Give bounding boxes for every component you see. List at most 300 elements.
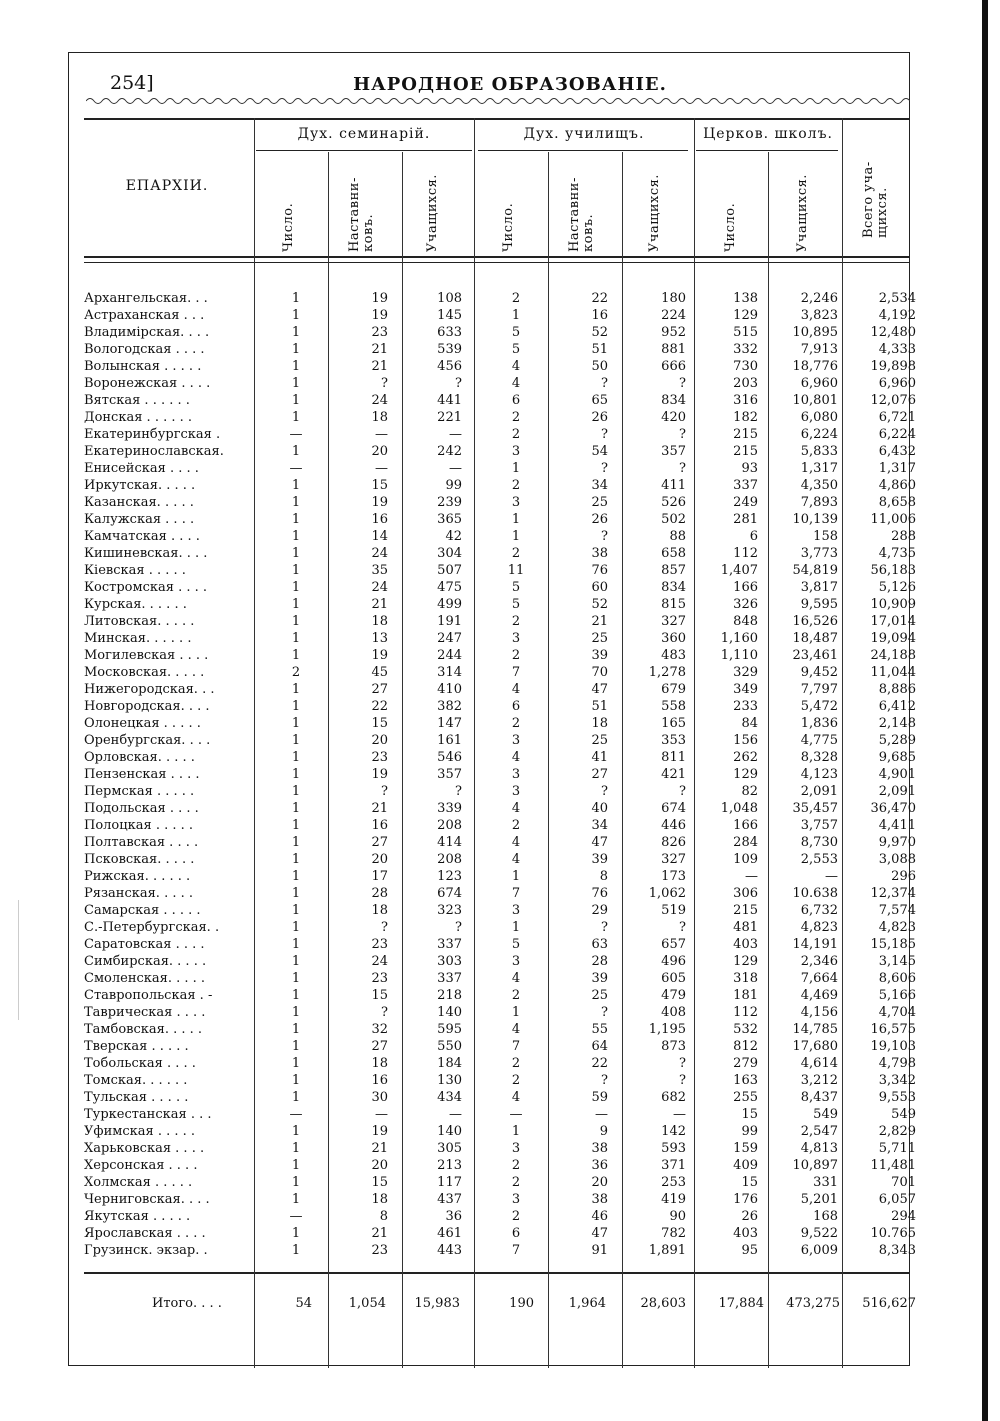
eparkhia-name: Уфимская . . . . . [84,1124,196,1139]
cell-sch-count: 1 [511,920,521,935]
cell-sem-students: 314 [437,665,462,680]
table-row [0,1208,1000,1225]
col-head-ch-count: Число. [723,202,738,252]
cell-sem-teachers: 16 [371,512,388,527]
cell-sem-count: 1 [291,614,301,629]
cell-sem-count: 1 [291,733,301,748]
cell-sem-teachers: 18 [371,1056,388,1071]
cell-ch-students: 35,457 [792,801,838,816]
cell-ch-students: 10,139 [792,512,838,527]
cell-sch-students: ? [679,461,686,476]
cell-total-students: 19,094 [870,631,916,646]
cell-total-students: 8,606 [878,971,916,986]
cell-sem-teachers: 27 [371,682,388,697]
cell-total-students: 11,481 [870,1158,916,1173]
cell-sch-students: 411 [661,478,686,493]
cell-sem-teachers: 15 [371,716,388,731]
cell-total-students: 12,374 [870,886,916,901]
col-head-sem-students: Учащихся. [425,174,440,252]
cell-sem-count: — [289,1107,303,1122]
cell-ch-count: 409 [733,1158,758,1173]
cell-ch-students: 7,913 [800,342,838,357]
cell-sch-students: ? [679,920,686,935]
cell-sch-count: 4 [511,376,521,391]
cell-total-students: 10.765 [870,1226,916,1241]
cell-sch-students: 782 [661,1226,686,1241]
cell-sch-students: 90 [669,1209,686,1224]
cell-ch-students: 2,547 [800,1124,838,1139]
cell-sem-students: 674 [437,886,462,901]
eparkhia-name: Саратовская . . . . [84,937,205,952]
cell-sem-count: 1 [291,835,301,850]
cell-ch-students: 54,819 [792,563,838,578]
table-row [0,358,1000,375]
cell-ch-count: 337 [733,478,758,493]
eparkhia-name: Вятская . . . . . . [84,393,190,408]
eparkhia-name: С.-Петербургская. . [84,920,220,935]
cell-sem-count: 1 [291,580,301,595]
cell-total-students: 5,166 [878,988,916,1003]
eparkhia-name: Туркестанская . . . [84,1107,212,1122]
cell-sem-count: 1 [291,308,301,323]
cell-sem-count: 1 [291,393,301,408]
table-row [0,494,1000,511]
cell-ch-count: 215 [733,903,758,918]
cell-sem-count: 1 [291,631,301,646]
cell-sem-students: 337 [437,971,462,986]
cell-ch-count: 1,407 [720,563,758,578]
cell-sch-count: 4 [511,1090,521,1105]
cell-ch-count: 112 [733,546,758,561]
cell-ch-students: 5,472 [800,699,838,714]
cell-ch-students: 1,317 [800,461,838,476]
cell-sch-teachers: 8 [599,869,608,884]
cell-ch-students: 16,526 [792,614,838,629]
cell-sem-count: 1 [291,495,301,510]
cell-sem-students: 221 [437,410,462,425]
cell-sch-students: 502 [661,512,686,527]
cell-total-students: 6,721 [878,410,916,425]
cell-sem-count: 1 [291,937,301,952]
cell-sch-students: 657 [661,937,686,952]
cell-sem-teachers: 30 [371,1090,388,1105]
cell-sch-count: 3 [511,1192,521,1207]
table-row [0,1072,1000,1089]
cell-sch-teachers: 39 [591,852,608,867]
cell-sem-students: 140 [437,1124,462,1139]
cell-sch-teachers: 25 [591,495,608,510]
cell-ch-students: 158 [813,529,838,544]
cell-sch-count: 5 [511,937,521,952]
group-schools: Дух. училищъ. [523,126,645,142]
eparkhia-name: Тверская . . . . . [84,1039,189,1054]
cell-sem-teachers: 16 [371,818,388,833]
cell-ch-students: 4,813 [800,1141,838,1156]
cell-sem-count: 1 [291,903,301,918]
cell-sem-teachers: 24 [371,546,388,561]
cell-sch-students: 253 [661,1175,686,1190]
cell-sch-students: 658 [661,546,686,561]
group-underline-sem [256,150,472,151]
table-row [0,596,1000,613]
cell-total-students: 2,534 [878,291,916,306]
cell-sch-teachers: 26 [591,512,608,527]
cell-sem-count: 1 [291,767,301,782]
cell-sch-teachers: 54 [591,444,608,459]
cell-sem-teachers: 35 [371,563,388,578]
cell-sem-count: 1 [291,376,301,391]
cell-total-students: 6,960 [878,376,916,391]
cell-sem-count: — [289,1209,303,1224]
eparkhia-name: Новгородская. . . . [84,699,210,714]
eparkhia-name: Екатеринославская. [84,444,224,459]
cell-sem-count: — [289,461,303,476]
cell-sem-teachers: 21 [371,359,388,374]
cell-total-students: 19,898 [870,359,916,374]
cell-ch-students: 2,346 [800,954,838,969]
cell-total-students: 4,704 [878,1005,916,1020]
cell-sch-students: 419 [661,1192,686,1207]
cell-ch-count: 156 [733,733,758,748]
cell-ch-count: 262 [733,750,758,765]
cell-total-students: 4,901 [878,767,916,782]
cell-sch-teachers: ? [601,784,608,799]
cell-ch-students: 4,350 [800,478,838,493]
cell-sch-count: 3 [511,733,521,748]
eparkhia-name: Смоленская. . . . . [84,971,206,986]
eparkhia-name: Якутская . . . . . [84,1209,191,1224]
cell-ch-count: 233 [733,699,758,714]
cell-sem-students: 145 [437,308,462,323]
cell-sem-teachers: 14 [371,529,388,544]
eparkhia-name: Томская. . . . . . [84,1073,188,1088]
cell-ch-count: 99 [741,1124,758,1139]
cell-ch-count: 326 [733,597,758,612]
cell-sem-teachers: 23 [371,325,388,340]
cell-ch-count: 515 [733,325,758,340]
cell-total-students: 4,411 [878,818,916,833]
cell-sem-students: — [449,461,462,476]
cell-sem-teachers: 8 [379,1209,388,1224]
cell-sch-students: 421 [661,767,686,782]
eparkhia-name: Енисейская . . . . [84,461,199,476]
cell-sch-teachers: 70 [591,665,608,680]
cell-sem-students: 161 [437,733,462,748]
cell-ch-count: 730 [733,359,758,374]
cell-sem-count: 1 [291,359,301,374]
cell-ch-students: 1,836 [800,716,838,731]
cell-sch-students: 180 [661,291,686,306]
cell-sem-students: 323 [437,903,462,918]
cell-total-students: 3,088 [878,852,916,867]
cell-sch-count: 2 [511,1175,521,1190]
cell-sch-count: 3 [511,444,521,459]
total-ch-students: 473,275 [786,1296,840,1311]
cell-sem-students: 184 [437,1056,462,1071]
table-row [0,1021,1000,1038]
cell-total-students: 2,829 [878,1124,916,1139]
cell-sem-teachers: 23 [371,937,388,952]
cell-ch-students: 18,487 [792,631,838,646]
cell-sch-count: 2 [511,818,521,833]
cell-total-students: 4,192 [878,308,916,323]
cell-total-students: 6,057 [878,1192,916,1207]
table-row [0,783,1000,800]
table-row [0,664,1000,681]
total-all-students: 516,627 [862,1296,916,1311]
cell-sem-teachers: 16 [371,1073,388,1088]
cell-sem-teachers: 21 [371,1226,388,1241]
cell-sch-students: 1,062 [648,886,686,901]
cell-ch-count: 138 [733,291,758,306]
cell-sem-count: 1 [291,563,301,578]
cell-sch-students: ? [679,784,686,799]
cell-ch-count: 848 [733,614,758,629]
table-row [0,1004,1000,1021]
cell-sch-teachers: 27 [591,767,608,782]
cell-sem-teachers: 18 [371,1192,388,1207]
total-sch-count: 190 [509,1296,534,1311]
cell-sem-teachers: ? [381,784,388,799]
cell-sem-count: 1 [291,699,301,714]
cell-sem-count: 1 [291,954,301,969]
cell-sch-count: — [509,1107,523,1122]
cell-ch-count: 159 [733,1141,758,1156]
group-seminaries: Дух. семинарій. [297,126,431,142]
cell-sch-count: 1 [511,1005,521,1020]
cell-sch-students: 815 [661,597,686,612]
table-row [0,307,1000,324]
cell-sch-students: 173 [661,869,686,884]
cell-sch-students: 446 [661,818,686,833]
cell-ch-count: 215 [733,427,758,442]
page-number: 254] [110,72,154,94]
cell-ch-count: 316 [733,393,758,408]
group-underline-ch [696,150,838,151]
cell-ch-students: 14,191 [792,937,838,952]
cell-sch-teachers: 25 [591,631,608,646]
cell-ch-students: 5,201 [800,1192,838,1207]
cell-sch-teachers: 38 [591,1192,608,1207]
cell-ch-count: 1,110 [720,648,758,663]
table-row [0,681,1000,698]
cell-sch-teachers: 60 [591,580,608,595]
cell-sch-students: 593 [661,1141,686,1156]
cell-sem-students: 117 [437,1175,462,1190]
eparkhia-name: Тамбовская. . . . . [84,1022,203,1037]
cell-sem-teachers: 19 [371,291,388,306]
cell-sem-count: 1 [291,1175,301,1190]
cell-sem-students: 410 [437,682,462,697]
table-row [0,919,1000,936]
cell-sem-students: 130 [437,1073,462,1088]
cell-ch-count: 481 [733,920,758,935]
cell-sch-teachers: 40 [591,801,608,816]
cell-sch-teachers: 20 [591,1175,608,1190]
cell-total-students: 12,480 [870,325,916,340]
cell-sem-students: 456 [437,359,462,374]
eparkhia-name: Ярославская . . . . [84,1226,206,1241]
cell-sem-teachers: ? [381,920,388,935]
cell-sem-students: 546 [437,750,462,765]
cell-ch-students: 4,614 [800,1056,838,1071]
cell-ch-students: 6,080 [800,410,838,425]
eparkhia-name: Черниговская. . . . [84,1192,210,1207]
cell-sem-count: 1 [291,1073,301,1088]
cell-sch-teachers: 46 [591,1209,608,1224]
cell-sem-count: 2 [291,665,301,680]
cell-sem-count: 1 [291,444,301,459]
cell-ch-students: 549 [813,1107,838,1122]
cell-sem-students: 304 [437,546,462,561]
cell-ch-students: 4,775 [800,733,838,748]
eparkhia-name: Литовская. . . . . [84,614,195,629]
table-row [0,766,1000,783]
cell-sem-count: 1 [291,750,301,765]
cell-sem-students: 123 [437,869,462,884]
table-row [0,647,1000,664]
cell-sem-students: 218 [437,988,462,1003]
cell-sem-count: 1 [291,988,301,1003]
cell-sch-teachers: ? [601,461,608,476]
cell-sch-teachers: 51 [591,342,608,357]
cell-ch-students: 9,522 [800,1226,838,1241]
cell-sch-count: 3 [511,903,521,918]
cell-sem-students: 303 [437,954,462,969]
cell-ch-count: 279 [733,1056,758,1071]
cell-sem-students: 191 [437,614,462,629]
cell-sem-count: 1 [291,1124,301,1139]
cell-sem-count: 1 [291,1158,301,1173]
cell-sem-students: — [449,1107,462,1122]
cell-sem-teachers: 19 [371,308,388,323]
cell-sem-students: 239 [437,495,462,510]
table-row [0,885,1000,902]
cell-total-students: 16,575 [870,1022,916,1037]
cell-ch-count: 215 [733,444,758,459]
cell-ch-students: 2,553 [800,852,838,867]
cell-sem-count: 1 [291,886,301,901]
cell-sch-students: ? [679,427,686,442]
cell-ch-students: 18,776 [792,359,838,374]
cell-sem-students: 475 [437,580,462,595]
cell-ch-students: 3,212 [800,1073,838,1088]
cell-sem-students: 147 [437,716,462,731]
cell-sem-teachers: 15 [371,1175,388,1190]
cell-sch-students: 408 [661,1005,686,1020]
cell-sem-students: 357 [437,767,462,782]
table-row [0,477,1000,494]
cell-ch-count: 129 [733,308,758,323]
totals-label: Итого. . . . [152,1296,222,1311]
cell-sem-students: 36 [445,1209,462,1224]
cell-sem-count: 1 [291,512,301,527]
cell-sch-teachers: 39 [591,971,608,986]
cell-ch-count: 129 [733,767,758,782]
cell-sch-count: 7 [511,665,521,680]
cell-ch-count: 176 [733,1192,758,1207]
cell-sch-count: 1 [511,512,521,527]
col-head-sem-teachers: Наставни- ковъ. [347,177,376,252]
cell-sem-teachers: ? [381,1005,388,1020]
table-body [0,290,1000,1259]
cell-sch-count: 2 [511,1209,521,1224]
eparkhia-name: Орловская. . . . . [84,750,195,765]
cell-ch-count: 82 [741,784,758,799]
group-church-schools: Церков. школъ. [703,126,833,142]
table-row [0,1242,1000,1259]
cell-sem-students: 208 [437,852,462,867]
cell-sem-count: 1 [291,529,301,544]
cell-sem-teachers: 27 [371,1039,388,1054]
cell-sem-teachers: 23 [371,750,388,765]
table-row [0,409,1000,426]
cell-sem-students: 244 [437,648,462,663]
cell-sch-students: 88 [669,529,686,544]
cell-sch-students: 826 [661,835,686,850]
eparkhia-name: Холмская . . . . . [84,1175,193,1190]
eparkhia-name: Волынская . . . . . [84,359,202,374]
cell-sch-students: 605 [661,971,686,986]
cell-sch-students: 834 [661,580,686,595]
cell-ch-students: 3,817 [800,580,838,595]
cell-sch-students: 674 [661,801,686,816]
table-row [0,426,1000,443]
cell-ch-students: 3,823 [800,308,838,323]
cell-sem-count: — [289,427,303,442]
cell-sem-students: 108 [437,291,462,306]
cell-sch-teachers: 25 [591,988,608,1003]
cell-ch-count: 332 [733,342,758,357]
cell-total-students: 24,188 [870,648,916,663]
eparkhia-name: Таврическая . . . . [84,1005,206,1020]
cell-ch-students: 7,664 [800,971,838,986]
cell-sch-teachers: 91 [591,1243,608,1258]
table-row [0,290,1000,307]
cell-sem-teachers: 20 [371,1158,388,1173]
cell-sch-teachers: 65 [591,393,608,408]
table-row [0,460,1000,477]
table-row [0,698,1000,715]
cell-sch-students: 1,195 [648,1022,686,1037]
cell-ch-students: 7,797 [800,682,838,697]
cell-sch-count: 4 [511,971,521,986]
cell-sch-teachers: 18 [591,716,608,731]
table-row [0,868,1000,885]
cell-sem-count: 1 [291,818,301,833]
cell-sch-count: 2 [511,614,521,629]
cell-sch-teachers: 76 [591,563,608,578]
table-row [0,528,1000,545]
table-row [0,987,1000,1004]
cell-sem-students: — [449,427,462,442]
cell-sch-teachers: 39 [591,648,608,663]
cell-sem-teachers: 20 [371,444,388,459]
eparkhia-name: Кишиневская. . . . [84,546,208,561]
cell-sem-students: 242 [437,444,462,459]
cell-sem-count: 1 [291,801,301,816]
cell-sch-teachers: ? [601,427,608,442]
cell-total-students: 6,224 [878,427,916,442]
cell-sem-teachers: — [375,461,388,476]
eparkhia-name: Подольская . . . . [84,801,199,816]
cell-sem-count: 1 [291,716,301,731]
cell-total-students: 8,343 [878,1243,916,1258]
table-row [0,732,1000,749]
cell-sem-students: 337 [437,937,462,952]
table-row [0,936,1000,953]
cell-sch-count: 2 [511,1073,521,1088]
